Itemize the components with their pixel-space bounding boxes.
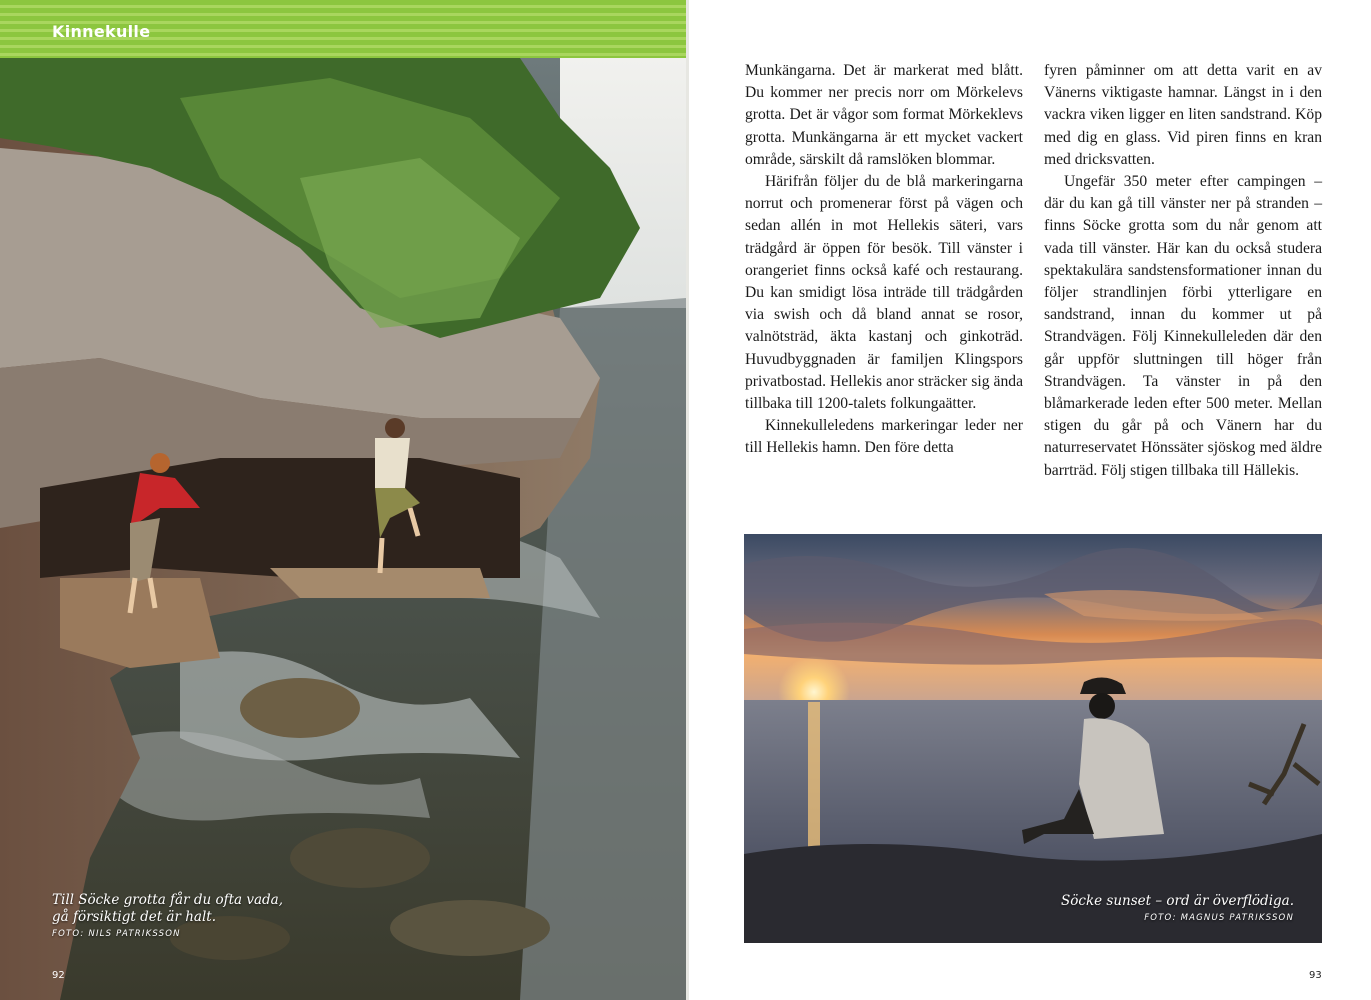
caption-text: Söcke sunset – ord är överflödiga.: [1061, 893, 1294, 909]
photo-caption-right: [994, 893, 1294, 923]
sunset-photo-frame: [744, 534, 1322, 943]
text-column-1: [745, 60, 1023, 460]
section-title: Kinnekulle: [52, 22, 151, 41]
paragraph: Kinnekulleledens markeringar leder ner till Hellekis hamn. Den före detta: [745, 417, 1023, 457]
paragraph: fyren påminner om att detta varit en av Vänerns viktigaste hamnar. Längst in i den vackra viken ligger en liten sandstrand. Köp med dig en glass. Vid piren finns en kran med dricksvatten.: [1044, 62, 1322, 168]
paragraph: Härifrån följer du de blå markeringarna norrut och promenerar först på vägen och sedan allén in mot Hellekis säteri, vars trädgård är öppen för besök. Till vänster i orangeriet finns också kafé och restaurang. Du kan smidigt lösa inträde till trädgården via swish och då bland annat se rosor, valnötsträd, äkta kastanj och ginkoträd. Huvudbyggnaden är familjen Klingspors privatbostad. Hellekis anor sträcker sig ända tillbaka till 1200-talets folkungaätter.: [745, 173, 1023, 413]
paragraph: Ungefär 350 meter efter campingen – där du kan gå till vänster ner på stranden – finns Söcke grotta som du når genom att vada till vänster. Här kan du också studera spektakulära sandstensformationer innan du följer strandlinjen förbi ytterligare en sandstrand, innan du kommer ut på Strandvägen. Följ Kinnekulleleden där den går uppför sluttningen till höger från Strandvägen. Ta vänster in på den blåmarkerade leden efter 500 meter. Mellan stigen du går på och Vänern har du naturreservatet Hönssäter sjöskog med äldre barrträd. Följ stigen tillbaka till Hällekis.: [1044, 173, 1322, 479]
page-number-right: 93: [1309, 970, 1322, 981]
text-column-2: [1044, 60, 1322, 482]
page-number-left: 92: [52, 970, 65, 981]
photo-caption-left: [52, 892, 292, 939]
cave-shore-photo: [0, 58, 686, 1000]
paragraph: Munkängarna. Det är markerat med blått. Du kommer ner precis norr om Mörkelevs grotta. Det är vågor som format Mörkeklevs grotta. Munkängarna är ett mycket vackert område, särskilt då ramslöken blommar.: [745, 62, 1023, 168]
photo-credit: FOTO: NILS PATRIKSSON: [52, 929, 181, 939]
sunset-photo: [744, 534, 1322, 943]
section-header-band: [0, 0, 686, 58]
photo-credit: FOTO: MAGNUS PATRIKSSON: [1144, 913, 1294, 923]
page-gutter: [686, 0, 689, 1000]
caption-text: Till Söcke grotta får du ofta vada, gå försiktigt det är halt.: [52, 892, 284, 925]
